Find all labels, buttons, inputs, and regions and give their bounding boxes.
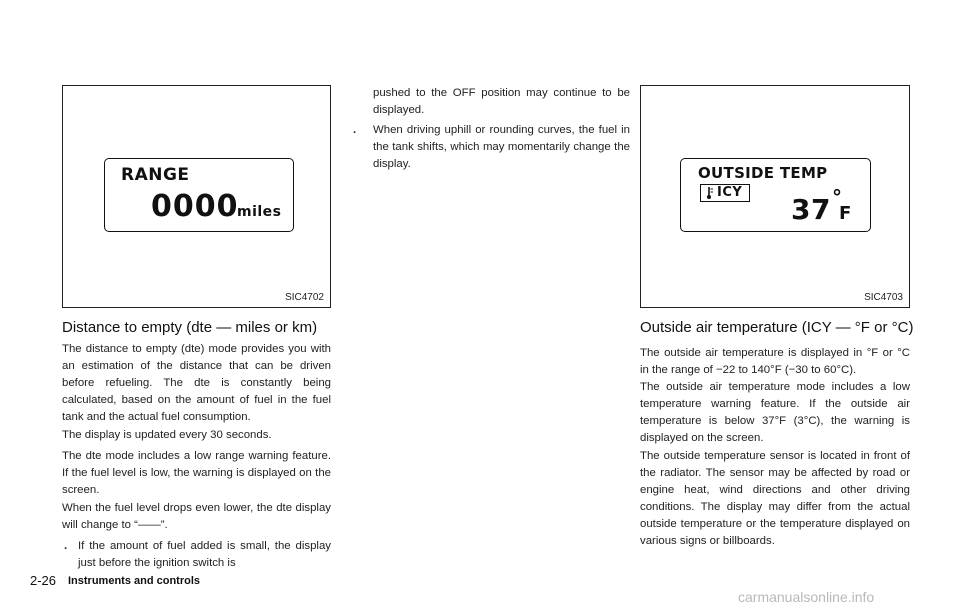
dte-paragraph-4: When the fuel level drops even lower, the dte display will change to “——”. [62,502,331,531]
bullet-text: When driving uphill or rounding curves, the fuel in the tank shifts, which may momentarily change the display. [373,124,630,170]
watermark: carmanualsonline.info [738,589,875,605]
temp-paragraph-3: The outside temperature sensor is located in front of the radiator. The sensor may be affected by road or engine heat, wind directions and other driving conditions. The display may differ from the actual outside temperature or the temperature displayed on various signs or billboards. [640,450,910,547]
dte-paragraph-2: The display is updated every 30 seconds. [62,429,272,441]
bullet-marker: . [64,540,68,552]
page-number: 2-26 [30,573,57,588]
icy-badge [700,184,750,202]
outside-temp-value: 37 [791,193,831,226]
outside-temp-figure [640,85,910,308]
dte-paragraph-3: The dte mode includes a low range warning feature. If the fuel level is low, the warning is displayed on the screen. [62,450,331,496]
figure-code: SIC4702 [285,292,324,303]
range-unit: miles [237,204,282,220]
outside-temp-heading: Outside air temperature (ICY — °F or °C) [640,319,914,336]
outside-temp-label: OUTSIDE TEMP [698,164,828,182]
range-value: 0000 [151,189,239,224]
footer-section-title: Instruments and controls [68,575,201,587]
dte-paragraph-1: The distance to empty (dte) mode provides you with an estimation of the distance that can be driven before refueling. The dte is constantly being calculated, based on the amount of fuel in the fuel tank and the actual fuel consumption. [62,343,331,423]
bullet-text: If the amount of fuel added is small, the display just before the ignition switch is [78,540,331,569]
dte-bullet-2 [353,122,630,178]
temp-paragraph-1: The outside air temperature is displayed in °F or °C in the range of −22 to 140°F (−30 to 60°C). [640,347,910,376]
icy-label: ICY [717,185,743,200]
range-figure [62,85,331,308]
figure-code: SIC4703 [864,292,903,303]
temp-paragraph-2: The outside air temperature mode includes a low temperature warning feature. If the outside air temperature is below 37°F (3°C), the warning is displayed on the screen. [640,381,910,444]
outside-temp-degree: ° [832,185,843,209]
dte-heading: Distance to empty (dte — miles or km) [62,319,318,336]
range-display [104,158,294,232]
thermometer-icon [704,186,714,200]
bullet-marker: . [353,124,357,136]
range-label: RANGE [121,165,190,185]
outside-temp-unit: F [839,203,852,224]
dte-bullet-1-continued: pushed to the OFF position may continue to be displayed. [373,87,630,116]
dte-bullet-1 [64,538,331,574]
outside-temp-display [680,158,871,232]
